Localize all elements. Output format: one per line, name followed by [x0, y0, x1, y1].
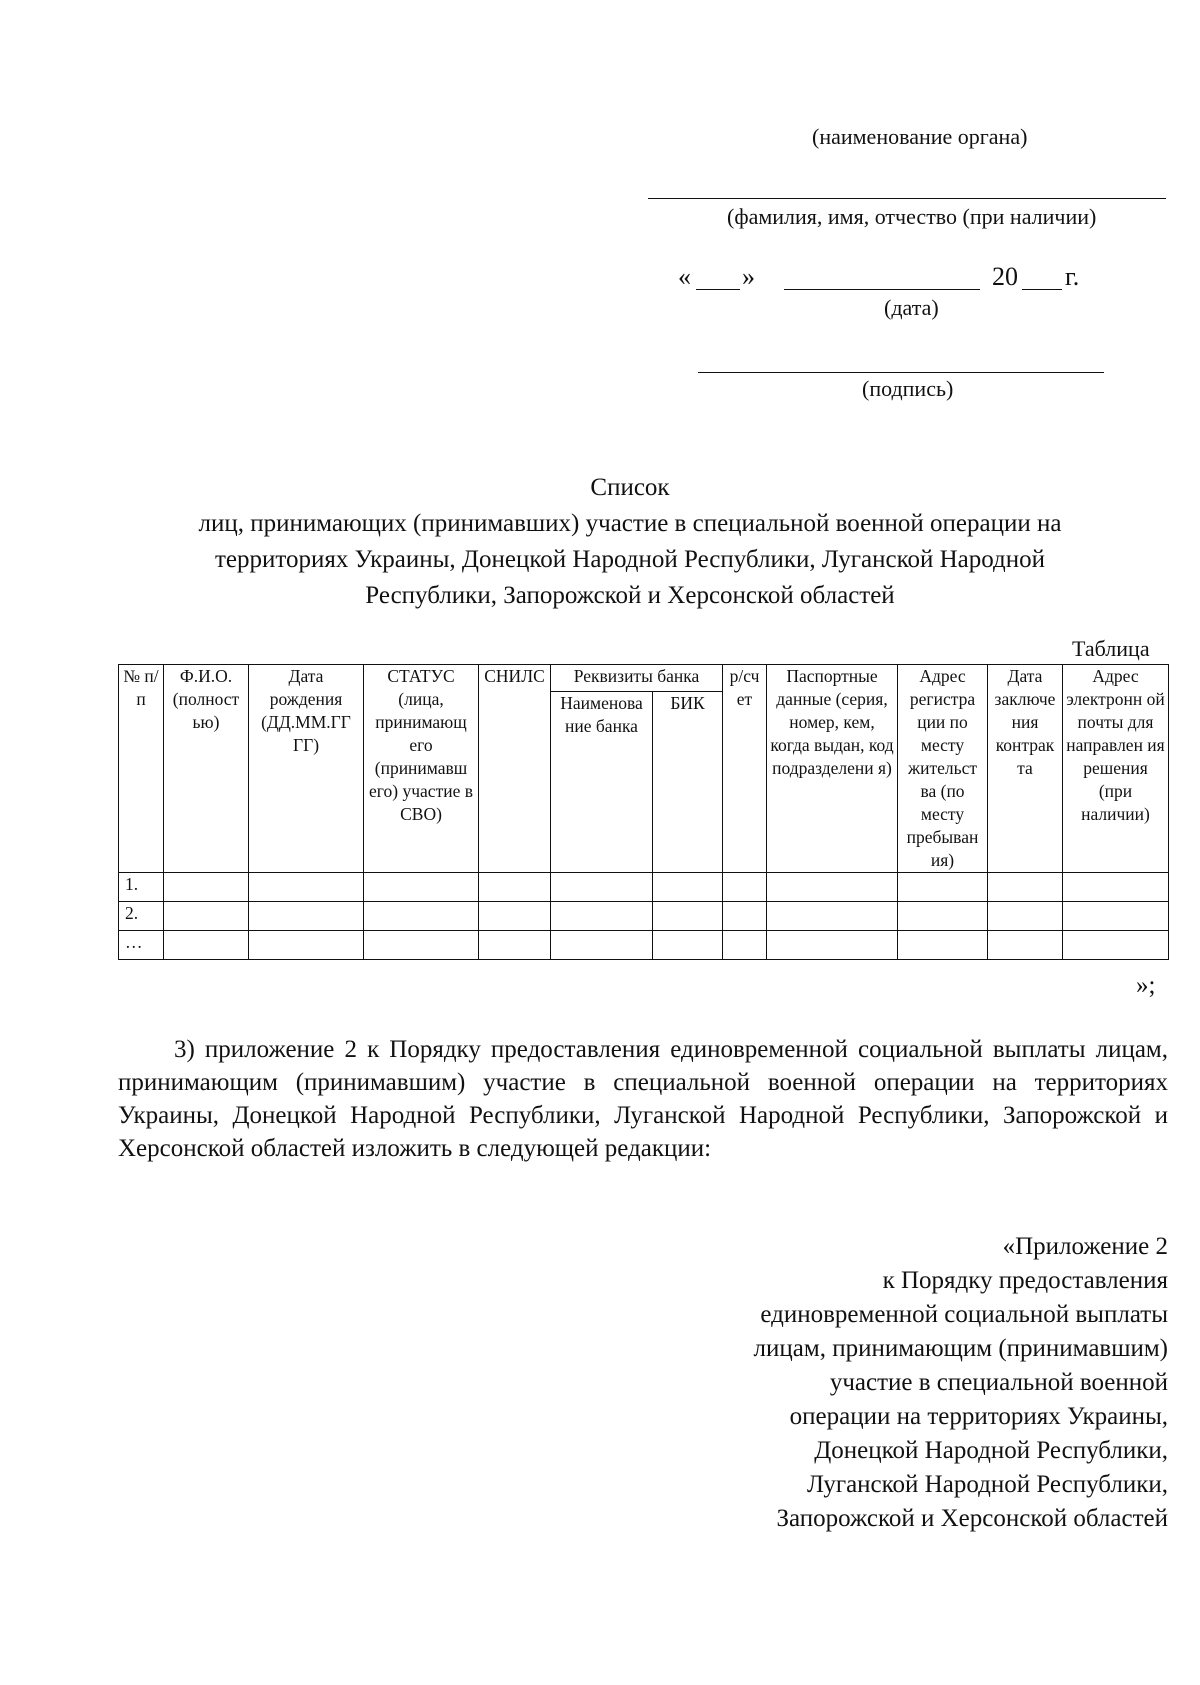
table-row — [119, 873, 1169, 902]
signature-line — [698, 372, 1104, 373]
appendix-line-4: лицам, принимающим (принимавшим) — [753, 1335, 1168, 1362]
col-bank-name-header: Наименова ние банка — [551, 692, 653, 873]
signature-caption: (подпись) — [862, 376, 954, 401]
appendix-heading — [600, 1230, 1168, 1536]
amendment-text: 3) приложение 2 к Порядку предоставления единовременной социальной выплаты лицам, принимающим (принимавшим) участие в специальной военной операции на территориях Украины, Донецкой Народной Республики, Луганской Народной Республики, Запорожской и Херсонской областей изложить в следующей редакции: — [118, 1036, 1168, 1162]
col-status-header: СТАТУС (лица, принимающ его (принимавш его) участие в СВО) — [364, 665, 479, 873]
row-number: … — [119, 931, 164, 960]
appendix-line-6: операции на территориях Украины, — [789, 1403, 1168, 1430]
date-year-suffix: г. — [1065, 262, 1080, 291]
row-number: 1. — [119, 873, 164, 902]
col-birth-header: Дата рождения (ДД.ММ.ГГ ГГ) — [249, 665, 364, 873]
date-year-line — [1022, 289, 1062, 290]
date-open-quote: « — [678, 262, 691, 291]
col-contract-header: Дата заключе ния контрак та — [988, 665, 1063, 873]
appendix-line-2: к Порядку предоставления — [882, 1267, 1168, 1294]
persons-table — [118, 664, 1169, 960]
date-caption: (дата) — [884, 295, 939, 320]
fio-line — [648, 198, 1166, 199]
date-day-line — [696, 289, 740, 290]
col-passport-header: Паспортные данные (серия, номер, кем, когда выдан, код подразделени я) — [767, 665, 898, 873]
table-row — [119, 902, 1169, 931]
table-caption: Таблица — [1072, 636, 1150, 661]
title-line-2: лиц, принимающих (принимавших) участие в специальной военной операции на — [198, 510, 1062, 537]
amendment-paragraph — [118, 1033, 1168, 1165]
appendix-line-7: Донецкой Народной Республики, — [814, 1437, 1168, 1464]
document-title — [130, 470, 1130, 614]
appendix-line-1: «Приложение 2 — [1002, 1233, 1168, 1260]
col-bank-group-header: Реквизиты банка — [551, 665, 723, 692]
row-number: 2. — [119, 902, 164, 931]
date-month-line — [784, 289, 980, 290]
date-year-prefix: 20 — [992, 262, 1018, 291]
appendix-line-8: Луганской Народной Республики, — [807, 1471, 1168, 1498]
title-line-3: территориях Украины, Донецкой Народной Республики, Луганской Народной — [215, 546, 1045, 573]
title-line-1: Список — [590, 474, 670, 501]
appendix-line-5: участие в специальной военной — [829, 1369, 1168, 1396]
date-close-quote: » — [742, 262, 755, 291]
col-email-header: Адрес электронн ой почты для направлен ия решения (при наличии) — [1063, 665, 1169, 873]
col-bik-header: БИК — [653, 692, 723, 873]
table-row — [119, 931, 1169, 960]
appendix-line-9: Запорожской и Херсонской областей — [776, 1505, 1168, 1532]
col-address-header: Адрес регистра ции по месту жительст ва (по месту пребыван ия) — [898, 665, 988, 873]
col-snils-header: СНИЛС — [479, 665, 551, 873]
col-fio-header: Ф.И.О. (полност ью) — [164, 665, 249, 873]
col-account-header: р/сч ет — [723, 665, 767, 873]
fio-caption: (фамилия, имя, отчество (при наличии) — [727, 204, 1097, 229]
appendix-line-3: единовременной социальной выплаты — [760, 1301, 1168, 1328]
col-num-header: № п/п — [119, 665, 164, 873]
table-closing-quote: »; — [1136, 972, 1156, 999]
title-line-4: Республики, Запорожской и Херсонской областей — [365, 582, 895, 609]
authority-caption: (наименование органа) — [812, 124, 1028, 149]
